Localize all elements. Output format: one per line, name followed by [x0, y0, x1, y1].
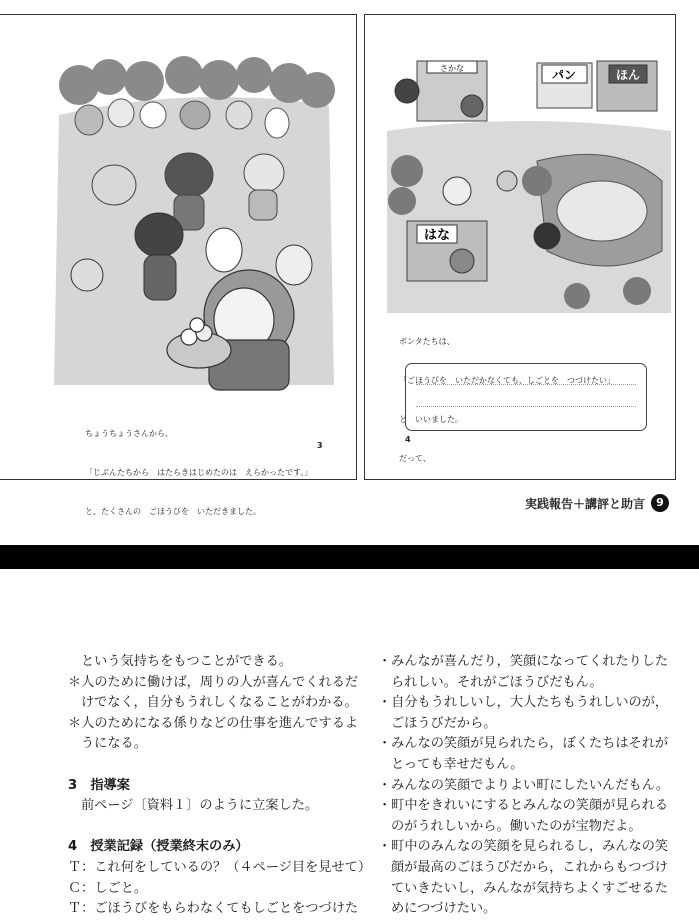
shop-sign-bread: パン — [551, 68, 577, 82]
text-line: ＊人のために働けば，周りの人が喜んでくれるだ — [68, 674, 359, 690]
text-line: Ｔ：ごほうびをもらわなくてもしごとをつづけた — [68, 901, 359, 917]
footer-page-number: 9 — [651, 494, 669, 512]
text-line: ・みんなが喜んだり，笑顔になってくれたりした — [378, 654, 669, 669]
caption-line: と いいました。 — [399, 415, 463, 424]
page-divider-band — [0, 545, 699, 569]
dotted-guide-line — [416, 384, 636, 385]
text-line: Ｃ：しごと。 — [68, 880, 148, 896]
text-line: ＊人のためになる係りなどの仕事を進んでするよ — [68, 715, 359, 731]
section-heading: 4 授業記録（授業終末のみ） — [68, 839, 249, 855]
text-line: とっても幸せだもん。 — [391, 756, 524, 772]
text-line: ごほうびだから。 — [391, 715, 497, 731]
page-number: 3 — [317, 441, 323, 450]
picture-book-page-3 — [0, 14, 357, 516]
text-line: ・自分もうれしいし，大人たちもうれしいのが， — [378, 695, 669, 711]
page-footer — [525, 494, 669, 512]
text-line: という気持ちをもつことができる。 — [81, 654, 292, 669]
caption-line: だって、 — [399, 454, 431, 463]
animals-crowd-illustration-svg — [49, 55, 339, 395]
text-line: ・みんなの笑顔が見られたら，ぼくたちはそれが — [378, 736, 669, 752]
caption-line: 「ごほうびを いただかなくても、しごとを つづけたい」 — [399, 376, 615, 385]
caption-line: 「じぶんたちから はたらきはじめたのは えらかったです。」 — [85, 468, 313, 477]
text-line: ていきたいし，みんなが気持ちよくすごせるた — [391, 880, 668, 896]
text-line: めにつづけたい。 — [391, 901, 497, 917]
text-line: ・みんなの笑顔でよりよい町にしたいんだもん。 — [378, 777, 669, 793]
paragraph-gap — [68, 755, 368, 776]
section-heading: 3 指導案 — [68, 777, 130, 793]
text-line: ・町中をきれいにするとみんなの笑顔が見られる — [378, 798, 669, 814]
animals-crowd-illustration — [49, 55, 339, 395]
page-number: 4 — [405, 435, 411, 444]
answer-writing-box — [405, 363, 647, 431]
text-line: うになる。 — [81, 736, 147, 752]
town-illustration-svg — [387, 51, 671, 313]
text-line: 前ページ〔資料１〕のように立案した。 — [81, 798, 319, 814]
dotted-guide-line — [416, 406, 636, 407]
text-line: けでなく，自分もうれしくなることがわかる。 — [81, 695, 358, 711]
text-line: 顔が最高のごほうびだから，これからもつづけ — [391, 859, 668, 875]
text-line: られしい。それがごほうびだもん。 — [391, 674, 603, 690]
right-text-column — [378, 652, 690, 920]
shop-sign-book: ほん — [615, 68, 641, 82]
picture-book-page-4 — [364, 14, 676, 480]
text-line: Ｔ：これ何をしているの？（４ページ目を見せて） — [68, 859, 372, 875]
page-3-caption — [85, 401, 312, 544]
left-text-column — [68, 652, 372, 920]
footer-title: 実践報告＋講評と助言 — [524, 496, 645, 511]
paragraph-gap — [68, 817, 368, 838]
flower-shop-sign: はな — [423, 228, 451, 243]
text-line: ・町中のみんなの笑顔を見られるし，みんなの笑 — [378, 839, 669, 855]
town-illustration — [387, 51, 671, 313]
caption-line: ちょうちょうさんから、 — [85, 429, 173, 438]
shop-sign-fish: さかな — [440, 64, 464, 73]
caption-line: と、たくさんの ごほうびを いただきました。 — [85, 507, 261, 516]
text-line: のがうれしいから。働いたのが宝物だよ。 — [391, 818, 642, 834]
caption-line: ポンタたちは、 — [399, 337, 455, 346]
